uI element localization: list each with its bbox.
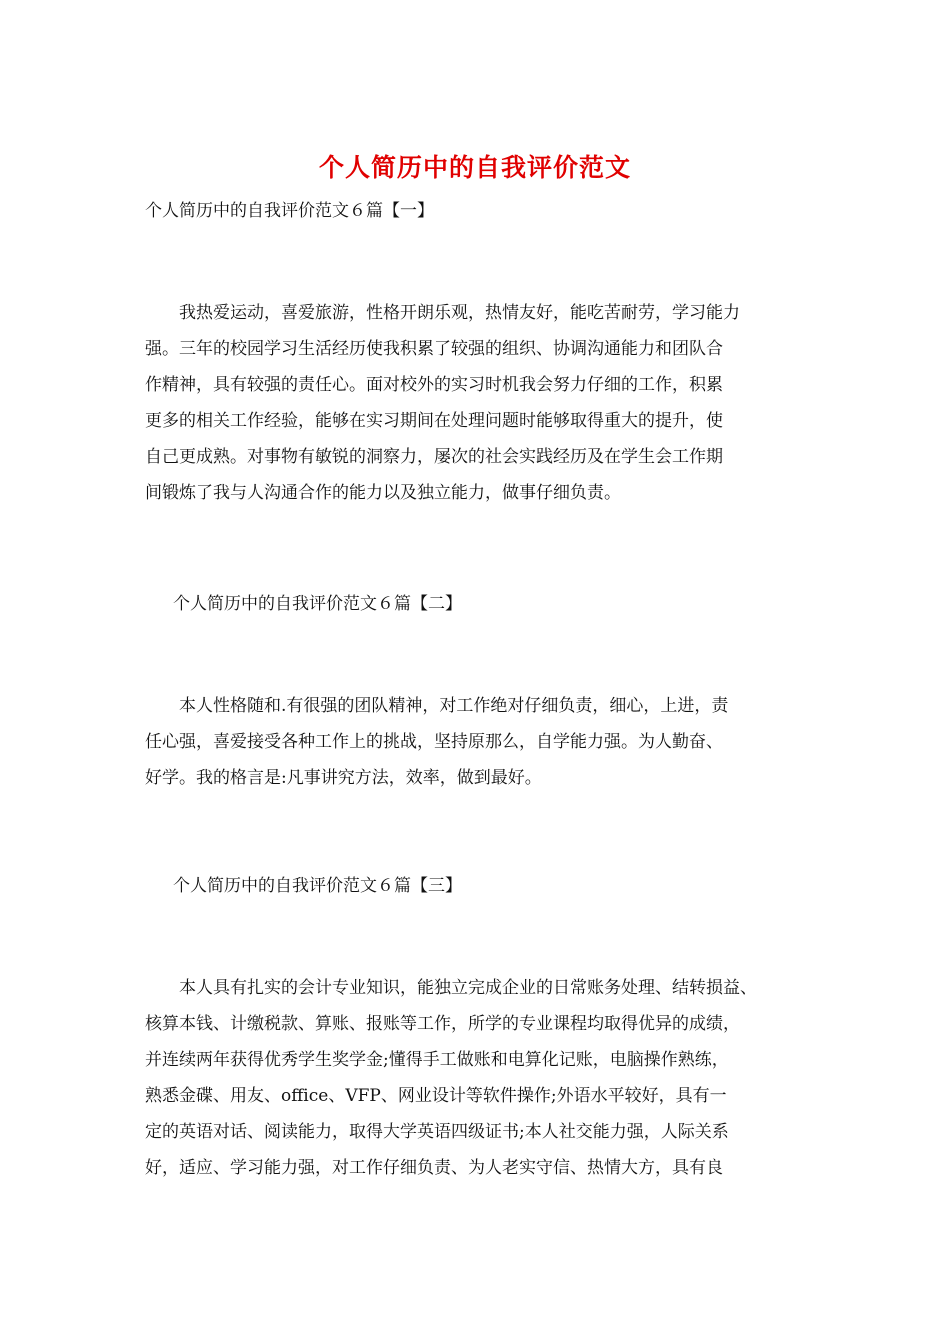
section-paragraph-1 <box>145 295 825 511</box>
paragraph-line: 间锻炼了我与人沟通合作的能力以及独立能力，做事仔细负责。 <box>145 483 621 503</box>
paragraph-line: 自己更成熟。对事物有敏锐的洞察力，屡次的社会实践经历及在学生会工作期 <box>145 447 723 467</box>
section-paragraph-3 <box>145 970 825 1186</box>
paragraph-line: 本人具有扎实的会计专业知识，能独立完成企业的日常账务处理、结转损益、 <box>145 978 757 998</box>
paragraph-line: 并连续两年获得优秀学生奖学金;懂得手工做账和电算化记账，电脑操作熟练， <box>145 1050 729 1070</box>
paragraph-line: 好学。我的格言是:凡事讲究方法，效率，做到最好。 <box>145 768 542 788</box>
paragraph-line: 好，适应、学习能力强，对工作仔细负责、为人老实守信、热情大方，具有良 <box>145 1158 723 1178</box>
paragraph-line: 更多的相关工作经验，能够在实习期间在处理问题时能够取得重大的提升，使 <box>145 411 723 431</box>
paragraph-line: 任心强，喜爱接受各种工作上的挑战，坚持原那么，自学能力强。为人勤奋、 <box>145 732 723 752</box>
paragraph-line: 定的英语对话、阅读能力，取得大学英语四级证书;本人社交能力强，人际关系 <box>145 1122 729 1142</box>
paragraph-line: 强。三年的校园学习生活经历使我积累了较强的组织、协调沟通能力和团队合 <box>145 339 723 359</box>
paragraph-line: 核算本钱、计缴税款、算账、报账等工作，所学的专业课程均取得优异的成绩， <box>145 1014 740 1034</box>
section-paragraph-2 <box>145 688 825 796</box>
paragraph-line: 我热爱运动，喜爱旅游，性格开朗乐观，热情友好，能吃苦耐劳，学习能力 <box>145 303 740 323</box>
paragraph-line: 本人性格随和.有很强的团队精神，对工作绝对仔细负责，细心，上进，责 <box>145 696 729 716</box>
section-heading-3: 个人简历中的自我评价范文６篇【三】 <box>173 876 462 896</box>
section-heading-1: 个人简历中的自我评价范文６篇【一】 <box>145 201 434 221</box>
paragraph-line: 熟悉金碟、用友、office、VFP、网业设计等软件操作;外语水平较好，具有一 <box>145 1086 727 1106</box>
section-heading-2: 个人简历中的自我评价范文６篇【二】 <box>173 594 462 614</box>
document-title: 个人简历中的自我评价范文 <box>318 153 631 182</box>
paragraph-line: 作精神，具有较强的责任心。面对校外的实习时机我会努力仔细的工作，积累 <box>145 375 723 395</box>
